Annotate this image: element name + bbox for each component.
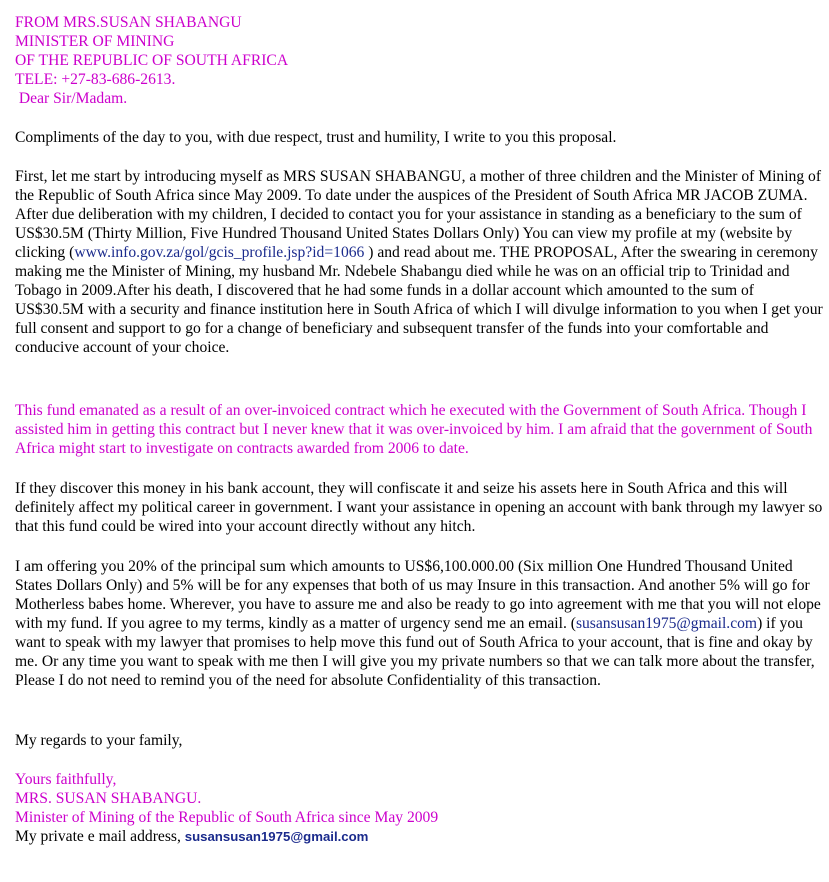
offer-text-end: ) if you want to speak with my lawyer that promises to help move this fund out of South Africa to your account, that is fine and okay by me. Or any time you want to speak with me then I will give you my private numbers so that we can talk more about the transfer, Please I do not need to remind you of the need for absolute Confidentiality of this transaction.	[15, 615, 815, 689]
intro-text-start: First, let me start by introducing myself as MRS SUSAN SHABANGU, a mother of three children and the Minister of Mining of the Republic of South Africa since May 2009. To date under the auspices of the President of South Africa MR JACOB ZUMA. After due deliberation with my children, I decided to contact you for your assistance in standing as a beneficiary to the sum of US$30.5M (Thirty Million, Five Hundred Thousand United States Dollars Only) You can view my profile at my (website by clicking (	[15, 168, 822, 261]
sender-phone: TELE: +27-83-686-2613.	[15, 71, 176, 88]
closing-name: MRS. SUSAN SHABANGU.	[15, 790, 202, 807]
salutation: Dear Sir/Madam.	[15, 90, 128, 107]
paragraph-introduction	[15, 167, 823, 357]
paragraph-compliments: Compliments of the day to you, with due respect, trust and humility, I write to you this proposal.	[15, 129, 617, 146]
letter-closing	[15, 770, 823, 846]
email-label: My private e mail address,	[15, 828, 185, 845]
paragraph-regards: My regards to your family,	[15, 732, 183, 749]
intro-text-end: ) and read about me. THE PROPOSAL, After the swearing in ceremony making me the Minister of Mining, my husband Mr. Ndebele Shabangu died while he was on an official trip to Trinidad and Tobago in 2009.After his death, I discovered that he had some funds in a dollar account which amounted to the sum of US$30.5M with a security and finance institution here in South Africa of which I will divulge information to you when I get your full consent and support to go for a change of beneficiary and subsequent transfer of the funds into your comfortable and conducive account of your choice.	[15, 244, 823, 356]
email-link-inline[interactable]: susansusan1975@gmail.com	[575, 615, 758, 632]
paragraph-bank-account: If they discover this money in his bank account, they will confiscate it and seize his assets here in South Africa and this will definitely affect my political career in government. I want your assistance in opening an account with bank through my lawyer so that this fund could be wired into your account directly without any hitch.	[15, 480, 823, 535]
sender-title: MINISTER OF MINING	[15, 33, 175, 50]
offer-text-start: I am offering you 20% of the principal sum which amounts to US$6,100.000.00 (Six million One Hundred Thousand United States Dollars Only) and 5% will be for any expenses that both of us may Insure in this transaction. And another 5% will go for Motherless babes home. Wherever, you have to assure me and also be ready to go into agreement with me that you will not elope with my fund. If you agree to my terms, kindly as a matter of urgency send me an email. (	[15, 558, 821, 632]
closing-yours: Yours faithfully,	[15, 771, 117, 788]
sender-line: FROM MRS.SUSAN SHABANGU	[15, 14, 242, 31]
paragraph-offer	[15, 557, 823, 690]
letter-header	[15, 13, 823, 108]
sender-country: OF THE REPUBLIC OF SOUTH AFRICA	[15, 52, 289, 69]
email-link[interactable]: susansusan1975@gmail.com	[184, 829, 369, 844]
closing-role: Minister of Mining of the Republic of South Africa since May 2009	[15, 809, 439, 826]
paragraph-fund-origin: This fund emanated as a result of an over-invoiced contract which he executed with the Government of South Africa. Though I assisted him in getting this contract but I never knew that it was over-invoiced by him. I am afraid that the government of South Africa might start to investigate on contracts awarded from 2006 to date.	[15, 402, 813, 457]
profile-link[interactable]: www.info.gov.za/gol/gcis_profile.jsp?id=1066	[74, 244, 365, 261]
closing-email-line	[15, 827, 823, 846]
